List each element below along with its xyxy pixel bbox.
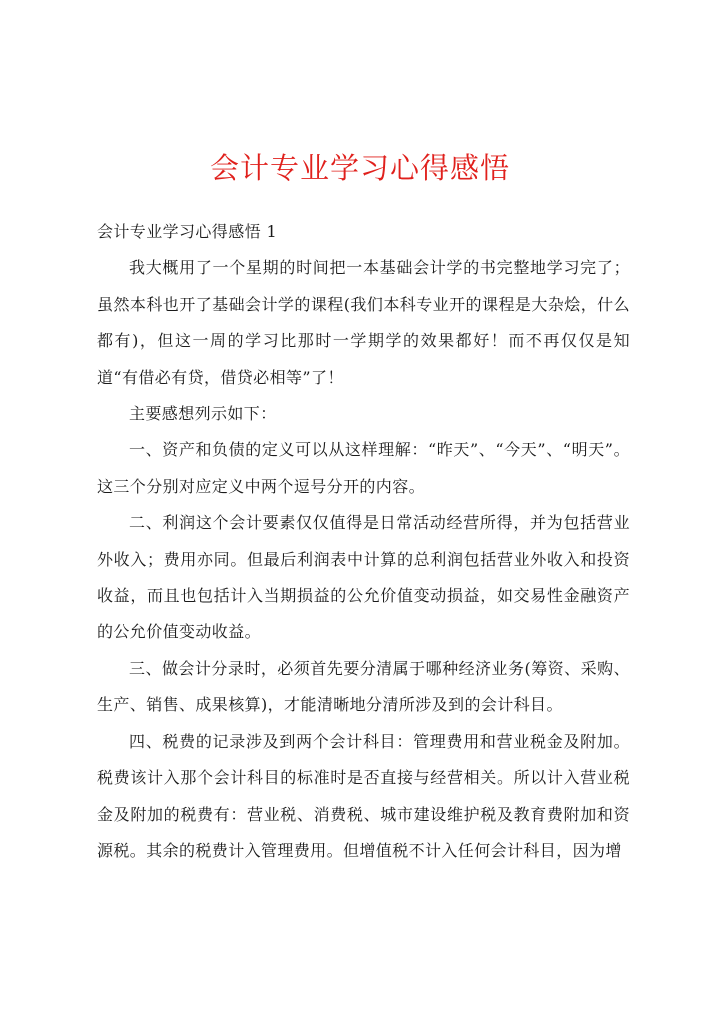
paragraph-point-1: 一、资产和负债的定义可以从这样理解：“昨天”、“今天”、“明天”。这三个分别对应定义中两个逗号分开的内容。 xyxy=(97,440,630,496)
paragraph-point-2: 二、利润这个会计要素仅仅值得是日常活动经营所得，并为包括营业外收入；费用亦同。但最后利润表中计算的总利润包括营业外收入和投资收益，而且也包括计入当期损益的公允价值变动损益，如交易性金融资产的公允价值变动收益。 xyxy=(97,513,630,642)
document-body xyxy=(97,214,630,869)
section-heading: 会计专业学习心得感悟 1 xyxy=(97,222,278,241)
paragraph-summary-lead: 主要感想列示如下： xyxy=(129,404,277,424)
paragraph-point-3: 三、做会计分录时，必须首先要分清属于哪种经济业务(筹资、采购、生产、销售、成果核算)，才能清晰地分清所涉及到的会计科目。 xyxy=(97,658,630,715)
paragraph-intro: 我大概用了一个星期的时间把一本基础会计学的书完整地学习完了；虽然本科也开了基础会计学的课程(我们本科专业开的课程是大杂烩，什么都有)，但这一周的学习比那时一学期学的效果都好！而不再仅仅是知道“有借必有贷，借贷必相等”了！ xyxy=(97,258,630,387)
document-title: 会计专业学习心得感悟 xyxy=(209,151,510,185)
paragraph-point-4: 四、税费的记录涉及到两个会计科目：管理费用和营业税金及附加。税费该计入那个会计科目的标准时是否直接与经营相关。所以计入营业税金及附加的税费有：营业税、消费税、城市建设维护税及教育费附加和资源税。其余的税费计入管理费用。但增值税不计入任何会计科目，因为增 xyxy=(97,731,630,860)
